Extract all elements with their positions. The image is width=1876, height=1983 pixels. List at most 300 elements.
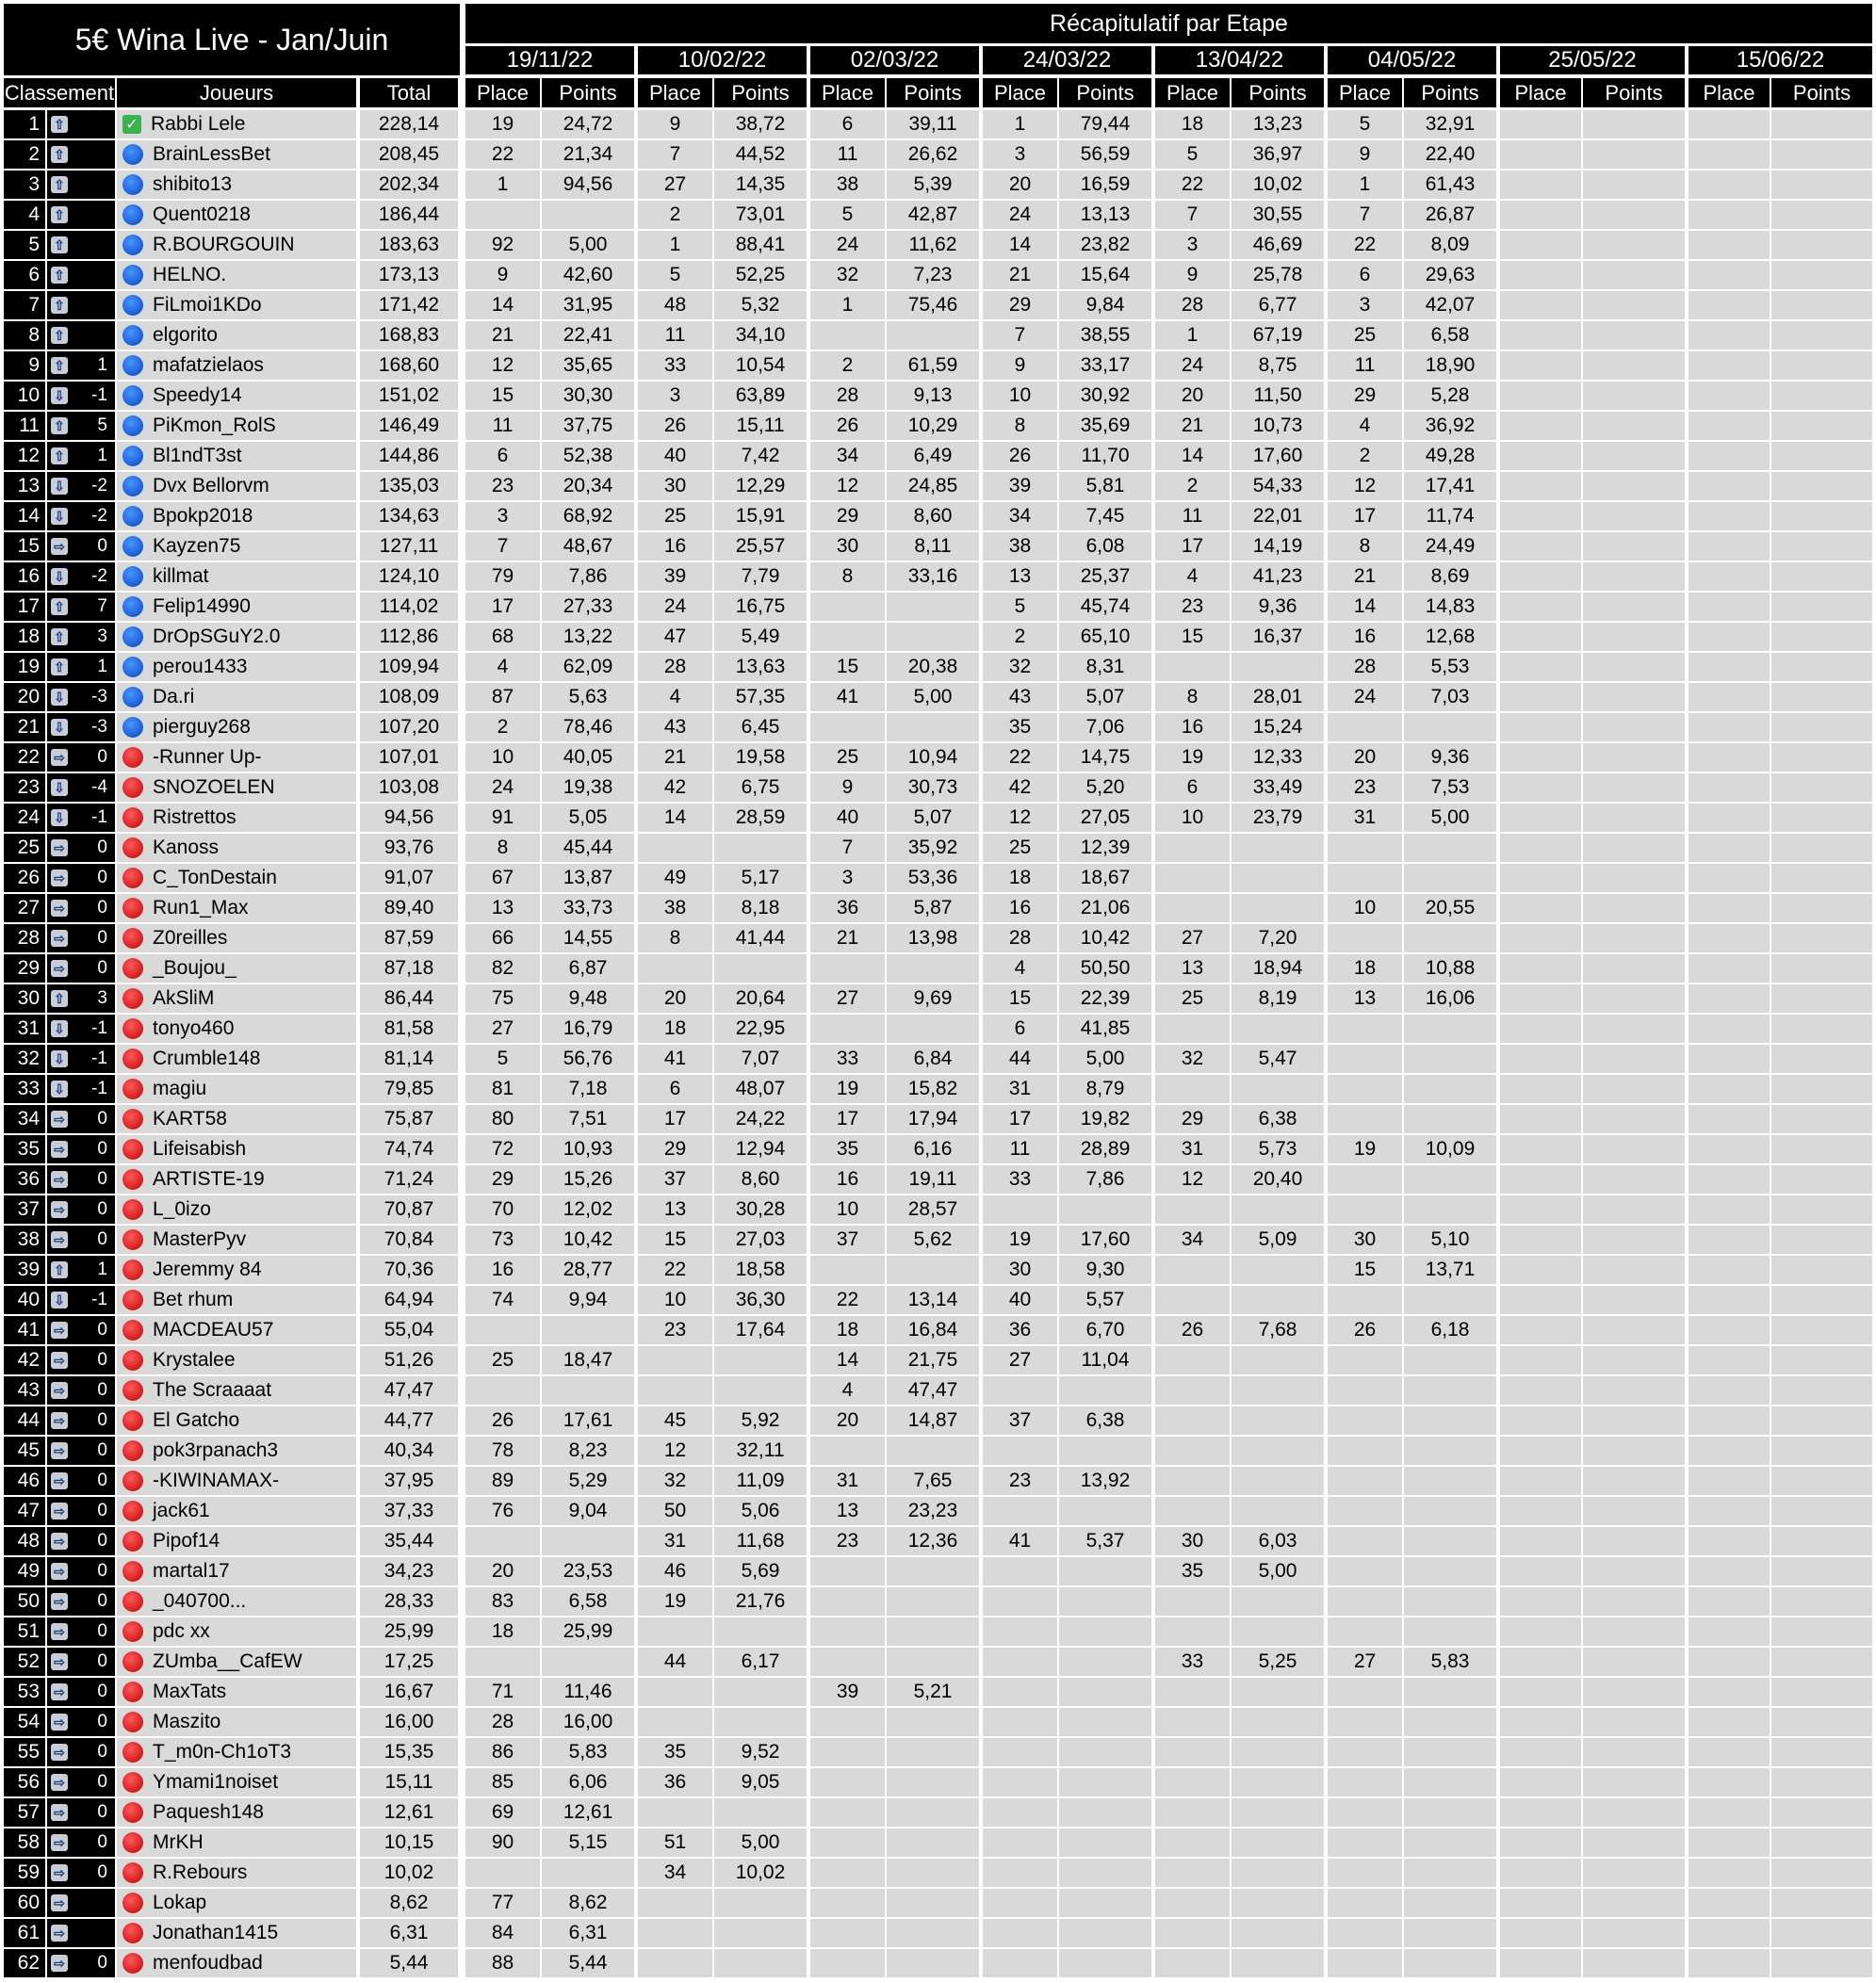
rank-cell [4, 1798, 45, 1827]
stage-points-cell: 21,06 [1059, 894, 1151, 922]
stage-place-cell [1328, 1497, 1402, 1525]
trend-right-arrow-icon: ⇨ [51, 1955, 68, 1972]
stage-place-cell [1500, 291, 1581, 319]
stage-place-cell [1328, 1829, 1402, 1857]
stage-place-cell: 20 [1328, 743, 1402, 772]
stage-place-cell: 25 [810, 743, 885, 772]
stage-points-cell: 18,58 [714, 1256, 807, 1284]
stage-points-cell: 21,34 [542, 140, 634, 169]
stage-place-cell: 13 [983, 562, 1057, 591]
stage-place-cell: 1 [465, 171, 540, 199]
stage-place-cell [638, 954, 712, 983]
blue-circle-icon [122, 657, 143, 677]
stage-points-cell [1771, 1195, 1872, 1224]
stage-place-cell [1688, 321, 1770, 349]
stage-place-cell: 18 [638, 1015, 712, 1043]
stage-place-cell: 29 [465, 1165, 540, 1194]
trend-cell [47, 1527, 115, 1555]
stage-place-cell [810, 623, 885, 651]
trend-cell [47, 984, 115, 1013]
stage-place-cell: 35 [810, 1135, 885, 1163]
stage-points-cell: 5,57 [1059, 1286, 1151, 1314]
rank-delta: 1 [97, 657, 107, 676]
player-cell [117, 1346, 356, 1374]
total-cell: 37,33 [360, 1497, 458, 1525]
stage-place-cell: 5 [465, 1045, 540, 1073]
stage-place-cell [1328, 1105, 1402, 1133]
stage-points-cell: 5,53 [1404, 653, 1496, 681]
player-name: MACDEAU57 [153, 1319, 274, 1341]
stage-points-cell [1771, 1105, 1872, 1133]
stage-place-cell: 87 [465, 683, 540, 711]
stage-points-cell: 88,41 [714, 231, 807, 259]
trend-right-arrow-icon: ⇨ [51, 1111, 68, 1128]
player-cell [117, 351, 356, 380]
stage-points-cell [1404, 1889, 1496, 1917]
table-row [0, 1045, 1876, 1075]
stage-points-cell [1583, 1286, 1685, 1314]
stage-points-cell: 42,87 [887, 201, 979, 229]
stage-points-cell: 8,75 [1232, 351, 1324, 380]
stage-place-cell [983, 1768, 1057, 1796]
stage-place-cell: 33 [983, 1165, 1057, 1194]
stage-points-cell [1232, 1256, 1324, 1284]
stage-place-cell [1688, 502, 1770, 530]
stage-points-cell [887, 321, 979, 349]
stage-place-cell [1500, 623, 1581, 651]
stage-place-cell: 89 [465, 1467, 540, 1495]
stage-points-cell: 57,35 [714, 683, 807, 711]
player-cell [117, 1075, 356, 1103]
rank-number: 16 [17, 565, 40, 587]
total-cell: 17,25 [360, 1648, 458, 1676]
stage-points-cell [1404, 1798, 1496, 1827]
stage-points-cell: 7,45 [1059, 502, 1151, 530]
stage-place-cell [810, 1738, 885, 1766]
stage-place-cell [1500, 1859, 1581, 1887]
stage-place-cell [1688, 1859, 1770, 1887]
stage-place-cell: 5 [1155, 140, 1230, 169]
rank-cell [4, 1437, 45, 1465]
rank-cell [4, 1829, 45, 1857]
stage-place-cell [1688, 351, 1770, 380]
stage-points-cell: 5,25 [1232, 1648, 1324, 1676]
points-column-header: Points [1232, 78, 1324, 107]
trend-right-arrow-icon: ⇨ [51, 960, 68, 977]
stage-points-cell [1232, 1015, 1324, 1043]
stage-place-cell [1328, 1437, 1402, 1465]
player-cell [117, 653, 356, 681]
stage-date-header: 13/04/22 [1155, 46, 1324, 74]
stage-points-cell [1771, 1226, 1872, 1254]
trend-right-arrow-icon: ⇨ [51, 1714, 68, 1731]
rank-delta: 0 [97, 928, 107, 948]
rank-cell [4, 1617, 45, 1646]
player-cell [117, 623, 356, 651]
red-circle-icon [122, 1832, 143, 1853]
stage-points-cell [1771, 1738, 1872, 1766]
stage-place-cell: 6 [465, 442, 540, 470]
rank-delta: 1 [97, 355, 107, 375]
trend-down-arrow-icon: ⇩ [51, 1081, 68, 1097]
stage-points-cell [1771, 1648, 1872, 1676]
rank-cell [4, 1648, 45, 1676]
stage-points-cell [1583, 623, 1685, 651]
stage-points-cell [887, 1859, 979, 1887]
stage-points-cell: 27,03 [714, 1226, 807, 1254]
stage-points-cell: 30,28 [714, 1195, 807, 1224]
stage-points-cell [1232, 1678, 1324, 1706]
stage-points-cell: 6,75 [714, 773, 807, 802]
table-row [0, 773, 1876, 804]
trend-cell [47, 231, 115, 259]
stage-place-cell [1688, 382, 1770, 410]
stage-place-cell [1688, 834, 1770, 862]
stage-place-cell [1688, 1256, 1770, 1284]
place-column-header: Place [1155, 78, 1230, 107]
stage-points-cell [714, 1949, 807, 1977]
rank-delta: 0 [97, 837, 107, 857]
stage-points-cell [1059, 1678, 1151, 1706]
stage-points-cell: 30,30 [542, 382, 634, 410]
stage-place-cell [1328, 1738, 1402, 1766]
stage-place-cell [1155, 1376, 1230, 1405]
stage-points-cell: 5,63 [542, 683, 634, 711]
rank-number: 14 [17, 505, 40, 527]
stage-points-cell: 36,92 [1404, 412, 1496, 440]
stage-points-cell [887, 1708, 979, 1736]
stage-place-cell [1328, 924, 1402, 952]
stage-place-cell: 31 [1155, 1135, 1230, 1163]
stage-place-cell [1500, 653, 1581, 681]
stage-points-cell [1771, 1587, 1872, 1616]
rank-number: 48 [17, 1530, 40, 1552]
rank-number: 31 [17, 1017, 40, 1039]
stage-place-cell: 19 [638, 1587, 712, 1616]
stage-place-cell [1500, 140, 1581, 169]
trend-down-arrow-icon: ⇩ [51, 568, 68, 585]
stage-points-cell [887, 1437, 979, 1465]
stage-points-cell: 10,02 [1232, 171, 1324, 199]
table-row [0, 1829, 1876, 1859]
stage-points-cell [1059, 1829, 1151, 1857]
stage-place-cell: 31 [810, 1467, 885, 1495]
stage-points-cell [1771, 713, 1872, 741]
stage-place-cell: 66 [465, 924, 540, 952]
stage-place-cell: 27 [983, 1346, 1057, 1374]
total-cell: 89,40 [360, 894, 458, 922]
stage-place-cell [810, 1708, 885, 1736]
stage-points-cell: 12,39 [1059, 834, 1151, 862]
stage-place-cell: 34 [638, 1859, 712, 1887]
rank-number: 10 [17, 384, 40, 406]
player-name: Crumble148 [153, 1048, 261, 1069]
stage-place-cell [1688, 1587, 1770, 1616]
total-cell: 87,59 [360, 924, 458, 952]
stage-points-cell [1404, 1406, 1496, 1435]
table-row [0, 954, 1876, 984]
stage-place-cell: 8 [1328, 532, 1402, 561]
rank-cell [4, 1497, 45, 1525]
stage-place-cell [1688, 1467, 1770, 1495]
stage-place-cell [465, 1648, 540, 1676]
stage-place-cell [1328, 1195, 1402, 1224]
player-name: The Scraaaat [153, 1379, 272, 1401]
stage-points-cell: 14,83 [1404, 593, 1496, 621]
total-cell: 55,04 [360, 1316, 458, 1344]
total-cell: 91,07 [360, 864, 458, 892]
stage-place-cell [1500, 1406, 1581, 1435]
stage-points-cell: 7,86 [542, 562, 634, 591]
stage-points-cell: 32,91 [1404, 110, 1496, 138]
stage-place-cell: 16 [983, 894, 1057, 922]
trend-right-arrow-icon: ⇨ [51, 839, 68, 856]
stage-place-cell: 17 [1328, 502, 1402, 530]
player-cell [117, 1135, 356, 1163]
total-cell: 44,77 [360, 1406, 458, 1435]
stage-place-cell: 42 [983, 773, 1057, 802]
stage-place-cell [1500, 1617, 1581, 1646]
rank-delta: 0 [97, 747, 107, 767]
rank-number: 40 [17, 1289, 40, 1310]
stage-points-cell: 5,00 [1059, 1045, 1151, 1073]
player-name: pok3rpanach3 [153, 1439, 279, 1461]
total-cell: 12,61 [360, 1798, 458, 1827]
stage-points-cell: 22,40 [1404, 140, 1496, 169]
player-name: tonyo460 [153, 1017, 235, 1039]
rank-number: 37 [17, 1198, 40, 1220]
total-cell: 79,85 [360, 1075, 458, 1103]
stage-place-cell [465, 1859, 540, 1887]
stage-place-cell: 21 [983, 261, 1057, 289]
stage-place-cell [810, 1015, 885, 1043]
stage-place-cell [1328, 1587, 1402, 1616]
stage-place-cell: 69 [465, 1798, 540, 1827]
stage-points-cell: 15,24 [1232, 713, 1324, 741]
rank-delta: -2 [91, 476, 107, 496]
rank-delta: 0 [97, 868, 107, 887]
stage-points-cell [1404, 1286, 1496, 1314]
stage-place-cell: 11 [465, 412, 540, 440]
stage-place-cell: 28 [810, 382, 885, 410]
rank-cell [4, 834, 45, 862]
rank-delta: 0 [97, 1621, 107, 1641]
stage-points-cell [1232, 1889, 1324, 1917]
player-cell [117, 894, 356, 922]
stage-place-cell: 20 [1155, 382, 1230, 410]
stage-place-cell [1500, 110, 1581, 138]
stage-points-cell: 39,11 [887, 110, 979, 138]
stage-points-cell: 13,87 [542, 864, 634, 892]
stage-points-cell [1771, 1045, 1872, 1073]
stage-points-cell [1232, 1497, 1324, 1525]
rank-cell [4, 1768, 45, 1796]
stage-place-cell [1688, 653, 1770, 681]
stage-points-cell [1059, 1648, 1151, 1676]
player-name: Jeremmy 84 [153, 1259, 262, 1280]
stage-place-cell: 29 [638, 1135, 712, 1163]
red-circle-icon [122, 1953, 143, 1974]
stage-points-cell [1771, 804, 1872, 832]
trend-down-arrow-icon: ⇩ [51, 387, 68, 404]
stage-place-cell [1688, 1376, 1770, 1405]
rank-number: 45 [17, 1439, 40, 1461]
stage-points-cell: 94,56 [542, 171, 634, 199]
trend-right-arrow-icon: ⇨ [51, 900, 68, 917]
total-cell: 35,44 [360, 1527, 458, 1555]
player-name: martal17 [153, 1560, 230, 1582]
stage-points-cell: 5,44 [542, 1949, 634, 1977]
total-cell: 40,34 [360, 1437, 458, 1465]
stage-place-cell [1155, 1678, 1230, 1706]
stage-place-cell: 3 [1328, 291, 1402, 319]
stage-place-cell: 19 [1155, 743, 1230, 772]
stage-place-cell [1688, 110, 1770, 138]
stage-points-cell: 16,00 [542, 1708, 634, 1736]
rank-number: 7 [28, 294, 40, 316]
stage-place-cell: 1 [1328, 171, 1402, 199]
stage-place-cell [1688, 623, 1770, 651]
stage-points-cell: 7,20 [1232, 924, 1324, 952]
red-circle-icon [122, 1772, 143, 1793]
stage-points-cell: 20,64 [714, 984, 807, 1013]
player-cell [117, 713, 356, 741]
stage-points-cell: 19,58 [714, 743, 807, 772]
stage-place-cell [638, 1617, 712, 1646]
stage-place-cell [1688, 562, 1770, 591]
red-circle-icon [122, 1591, 143, 1612]
stage-place-cell: 43 [638, 713, 712, 741]
stage-place-cell [1500, 562, 1581, 591]
stage-place-cell [1688, 804, 1770, 832]
stage-place-cell: 44 [983, 1045, 1057, 1073]
rank-cell [4, 291, 45, 319]
stage-place-cell: 5 [983, 593, 1057, 621]
rank-delta: 0 [97, 1199, 107, 1219]
stage-points-cell: 18,94 [1232, 954, 1324, 983]
stage-place-cell [1155, 1798, 1230, 1827]
stage-points-cell [1583, 743, 1685, 772]
trend-right-arrow-icon: ⇨ [51, 1412, 68, 1429]
stage-place-cell [983, 1557, 1057, 1585]
stage-points-cell: 11,50 [1232, 382, 1324, 410]
stage-points-cell: 23,82 [1059, 231, 1151, 259]
stage-points-cell [714, 1798, 807, 1827]
red-circle-icon [122, 1079, 143, 1099]
player-cell [117, 1859, 356, 1887]
rank-cell [4, 894, 45, 922]
points-column-header: Points [1059, 78, 1151, 107]
stage-place-cell [983, 1376, 1057, 1405]
stage-place-cell: 23 [983, 1467, 1057, 1495]
stage-place-cell: 20 [983, 171, 1057, 199]
stage-place-cell: 77 [465, 1889, 540, 1917]
stage-points-cell [1771, 412, 1872, 440]
stage-points-cell: 6,58 [1404, 321, 1496, 349]
stage-points-cell [1771, 1829, 1872, 1857]
total-cell: 86,44 [360, 984, 458, 1013]
stage-points-cell: 17,64 [714, 1316, 807, 1344]
stage-place-cell: 8 [465, 834, 540, 862]
trend-cell [47, 1286, 115, 1314]
rank-number: 33 [17, 1078, 40, 1099]
stage-points-cell [1771, 1165, 1872, 1194]
stage-place-cell: 18 [810, 1316, 885, 1344]
blue-circle-icon [122, 596, 143, 617]
rank-number: 62 [17, 1952, 40, 1974]
stage-place-cell: 37 [638, 1165, 712, 1194]
stage-place-cell [810, 1798, 885, 1827]
stage-place-cell: 10 [810, 1195, 885, 1224]
stage-place-cell: 28 [1328, 653, 1402, 681]
stage-points-cell: 5,83 [542, 1738, 634, 1766]
stage-points-cell [1771, 653, 1872, 681]
rank-number: 43 [17, 1379, 40, 1401]
stage-place-cell: 21 [1328, 562, 1402, 591]
rank-cell [4, 1889, 45, 1917]
stage-points-cell [1404, 1165, 1496, 1194]
stage-place-cell: 11 [983, 1135, 1057, 1163]
stage-points-cell [1583, 1497, 1685, 1525]
stage-points-cell [887, 1015, 979, 1043]
stage-points-cell: 6,77 [1232, 291, 1324, 319]
player-cell [117, 1768, 356, 1796]
red-circle-icon [122, 1018, 143, 1039]
player-name: AkSliM [153, 987, 215, 1009]
stage-points-cell: 13,92 [1059, 1467, 1151, 1495]
rank-number: 17 [17, 595, 40, 617]
stage-place-cell: 4 [810, 1376, 885, 1405]
stage-points-cell [887, 1648, 979, 1676]
stage-place-cell: 70 [465, 1195, 540, 1224]
stage-points-cell: 23,53 [542, 1557, 634, 1585]
stage-place-cell [1328, 1467, 1402, 1495]
player-name: Kanoss [153, 837, 220, 858]
player-cell [117, 1587, 356, 1616]
table-row [0, 1738, 1876, 1768]
table-row [0, 653, 1876, 683]
stage-points-cell: 23,79 [1232, 804, 1324, 832]
stage-place-cell [1500, 1015, 1581, 1043]
stage-place-cell [810, 954, 885, 983]
player-name: MasterPyv [153, 1228, 247, 1250]
stage-points-cell [1583, 261, 1685, 289]
stage-points-cell [542, 1859, 634, 1887]
rank-cell [4, 683, 45, 711]
stage-place-cell: 18 [465, 1617, 540, 1646]
rank-number: 49 [17, 1560, 40, 1582]
trend-right-arrow-icon: ⇨ [51, 1382, 68, 1399]
stage-points-cell [1771, 1919, 1872, 1947]
rank-number: 35 [17, 1138, 40, 1160]
stage-place-cell: 23 [810, 1527, 885, 1555]
stage-points-cell [1059, 1919, 1151, 1947]
trend-right-arrow-icon: ⇨ [51, 1864, 68, 1881]
rank-cell [4, 1015, 45, 1043]
trend-right-arrow-icon: ⇨ [51, 1623, 68, 1640]
stage-place-cell [1155, 1768, 1230, 1796]
stage-place-cell [1500, 1889, 1581, 1917]
stage-place-cell: 29 [1155, 1105, 1230, 1133]
red-circle-icon [122, 1109, 143, 1130]
player-cell [117, 110, 356, 138]
player-cell [117, 321, 356, 349]
stage-points-cell: 6,84 [887, 1045, 979, 1073]
total-cell: 168,83 [360, 321, 458, 349]
trend-up-arrow-icon: ⇧ [51, 267, 68, 284]
total-cell: 64,94 [360, 1286, 458, 1314]
stage-points-cell: 11,62 [887, 231, 979, 259]
